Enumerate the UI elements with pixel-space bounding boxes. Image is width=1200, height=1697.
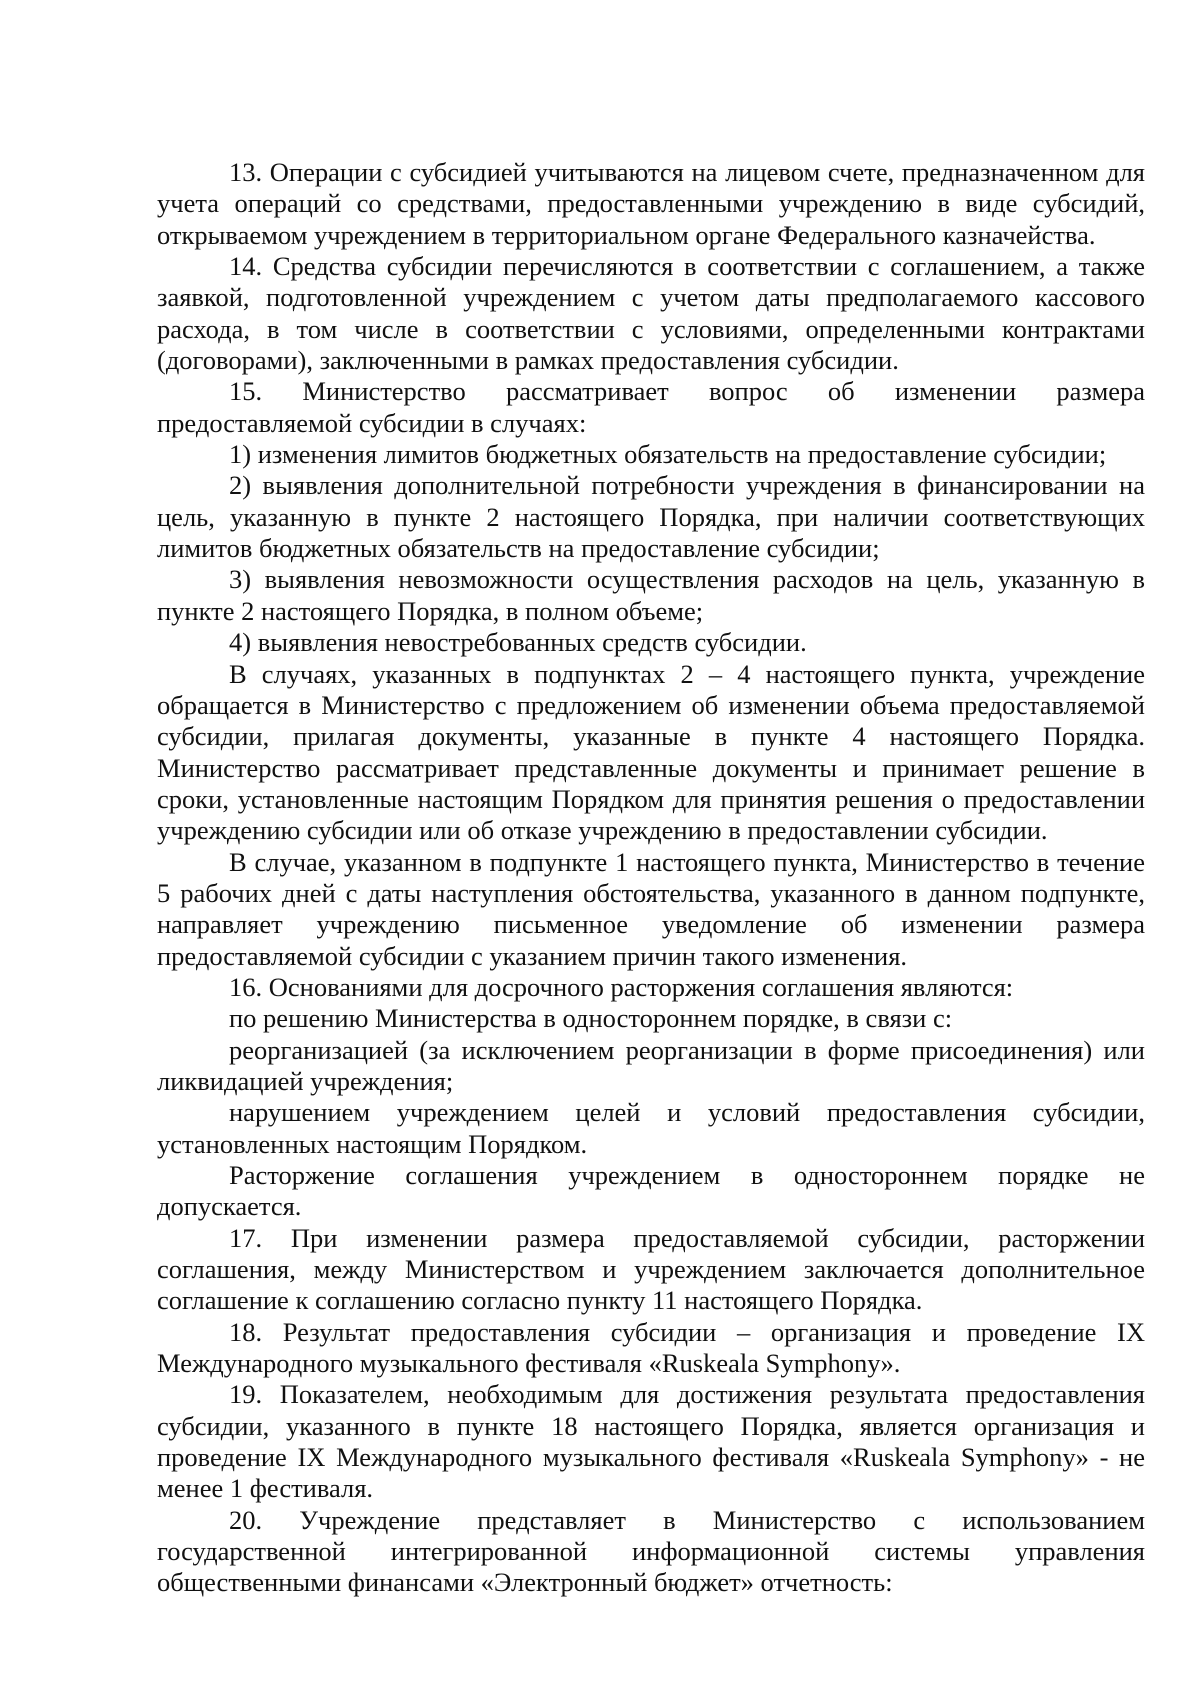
paragraph-15-cases-2-4: В случаях, указанных в подпунктах 2 – 4 настоящего пункта, учреждение обращается в Министерство с предложением об изменении объема предоставляемой субсидии, прилагая документы, указанные в пункте 4 настоящего Порядка. Министерство рассматривает представленные документы и принимает решение в сроки, установленные настоящим Порядком для принятия решения о предоставлении учреждению субсидии или об отказе учреждению в предоставлении субсидии. (157, 658, 1145, 846)
paragraph-15-item-4: 4) выявления невостребованных средств субсидии. (229, 627, 807, 658)
paragraph-16-reorganization: реорганизацией (за исключением реорганизации в форме присоединения) или ликвидацией учреждения; (157, 1034, 1145, 1096)
paragraph-16-not-allowed: Расторжение соглашения учреждением в одностороннем порядке не допускается. (157, 1160, 1145, 1222)
paragraph-16: 16. Основаниями для досрочного расторжения соглашения являются: (229, 971, 1014, 1002)
paragraph-16-violation: нарушением учреждением целей и условий предоставления субсидии, установленных настоящим Порядком. (157, 1097, 1145, 1159)
paragraph-15-item-3: 3) выявления невозможности осуществления расходов на цель, указанную в пункте 2 настоящего Порядка, в полном объеме; (157, 564, 1145, 626)
paragraph-16-unilateral: по решению Министерства в одностороннем порядке, в связи с: (229, 1003, 953, 1034)
paragraph-13: 13. Операции с субсидией учитываются на лицевом счете, предназначенном для учета операций со средствами, предоставленными учреждению в виде субсидий, открываемом учреждением в территориальном органе Федерального казначейства. (157, 157, 1145, 250)
paragraph-14: 14. Средства субсидии перечисляются в соответствии с соглашением, а также заявкой, подготовленной учреждением с учетом даты предполагаемого кассового расхода, в том числе в соответствии с условиями, определенными контрактами (договорами), заключенными в рамках предоставления субсидии. (157, 251, 1145, 376)
paragraph-15-case-1: В случае, указанном в подпункте 1 настоящего пункта, Министерство в течение 5 рабочих дней с даты наступления обстоятельства, указанного в данном подпункте, направляет учреждению письменное уведомление об изменении размера предоставляемой субсидии с указанием причин такого изменения. (157, 846, 1145, 971)
paragraph-18: 18. Результат предоставления субсидии – организация и проведение IX Международного музыкального фестиваля «Ruskeala Symphony». (157, 1316, 1145, 1379)
paragraph-20: 20. Учреждение представляет в Министерство с использованием государственной интегрированной информационной системы управления общественными финансами «Электронный бюджет» отчетность: (157, 1504, 1145, 1598)
paragraph-15: 15. Министерство рассматривает вопрос об изменении размера предоставляемой субсидии в случаях: (157, 376, 1145, 438)
paragraph-19: 19. Показателем, необходимым для достижения результата предоставления субсидии, указанного в пункте 18 настоящего Порядка, является организация и проведение IX Международного музыкального фестиваля «Ruskeala Symphony» - не менее 1 фестиваля. (157, 1379, 1145, 1504)
document-body (157, 157, 1145, 1599)
paragraph-17: 17. При изменении размера предоставляемой субсидии, расторжении соглашения, между Министерством и учреждением заключается дополнительное соглашение к соглашению согласно пункту 11 настоящего Порядка. (157, 1222, 1145, 1316)
paragraph-15-item-1: 1) изменения лимитов бюджетных обязательств на предоставление субсидии; (229, 439, 1107, 470)
paragraph-15-item-2: 2) выявления дополнительной потребности учреждения в финансировании на цель, указанную в пункте 2 настоящего Порядка, при наличии соответствующих лимитов бюджетных обязательств на предоставление субсидии; (157, 470, 1145, 564)
